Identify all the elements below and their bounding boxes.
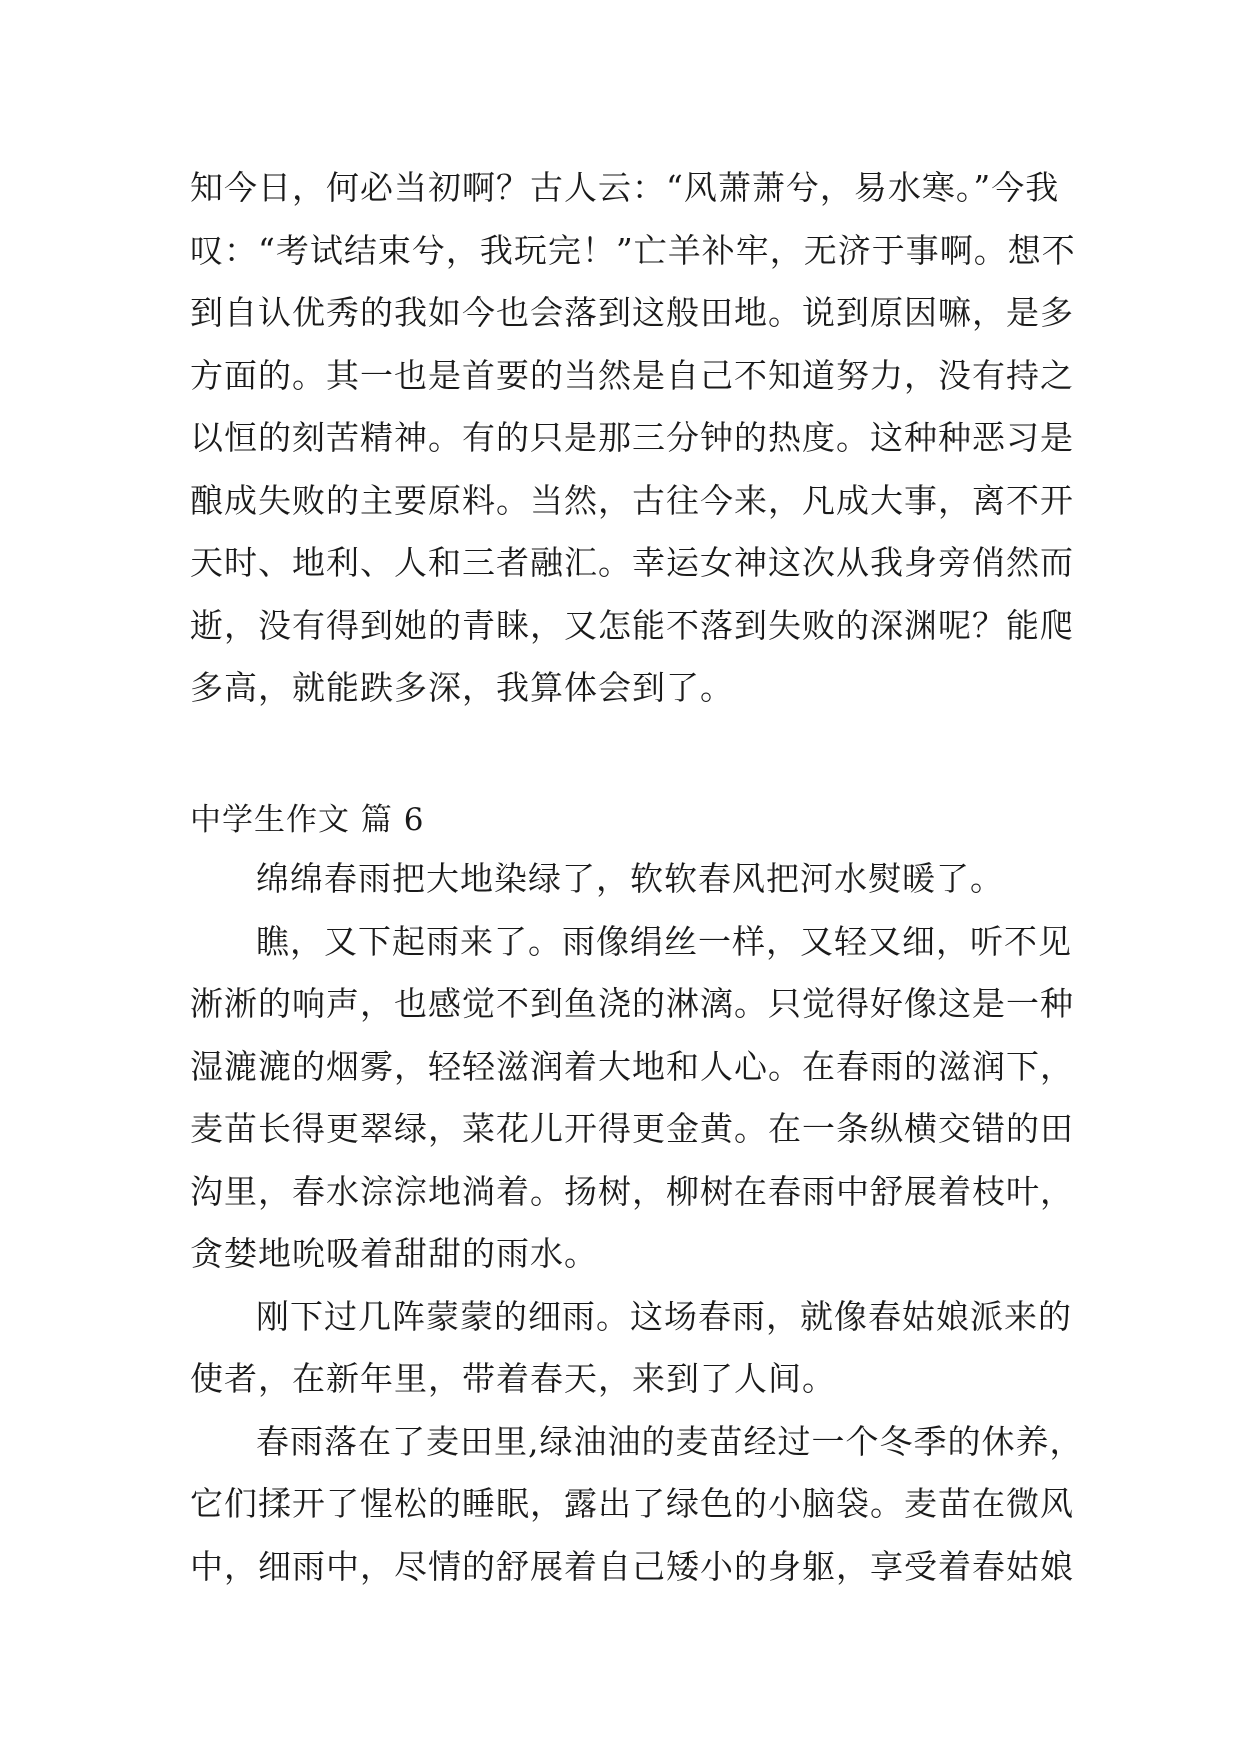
text-line: 天时、地利、人和三者融汇。幸运女神这次从我身旁俏然而 bbox=[190, 543, 1074, 582]
text-line: 沟里，春水淙淙地淌着。扬树，柳树在春雨中舒展着枝叶， bbox=[190, 1171, 1074, 1211]
text-line: 以恒的刻苦精神。有的只是那三分钟的热度。这种种恶习是 bbox=[190, 418, 1074, 457]
text-line: 中，细雨中，尽情的舒展着自己矮小的身躯，享受着春姑娘 bbox=[190, 1546, 1074, 1586]
text-line: 叹：“考试结束兮，我玩完！”亡羊补牢，无济于事啊。想不 bbox=[190, 230, 1076, 270]
text-line: 多高，就能跌多深，我算体会到了。 bbox=[190, 668, 734, 707]
essay-body bbox=[190, 848, 1084, 1598]
paragraph-first-line: 瞧，又下起雨来了。雨像绢丝一样，又轻又细，听不见 bbox=[256, 921, 1072, 961]
text-line: 逝，没有得到她的青睐，又怎能不落到失败的深渊呢？能爬 bbox=[190, 605, 1074, 645]
text-line: 麦苗长得更翠绿，菜花儿开得更金黄。在一条纵横交错的田 bbox=[190, 1109, 1074, 1148]
text-line: 贪婪地吮吸着甜甜的雨水。 bbox=[190, 1234, 598, 1273]
text-line: 知今日，何必当初啊？古人云：“风萧萧兮，易水寒。”今我 bbox=[190, 168, 1060, 207]
paragraph-first-line: 春雨落在了麦田里,绿油油的麦苗经过一个冬季的休养， bbox=[256, 1421, 1084, 1461]
paragraph-first-line: 刚下过几阵蒙蒙的细雨。这场春雨，就像春姑娘派来的 bbox=[256, 1296, 1072, 1336]
text-line: 淅淅的响声，也感觉不到鱼浇的淋漓。只觉得好像这是一种 bbox=[190, 984, 1074, 1023]
text-line: 湿漉漉的烟雾，轻轻滋润着大地和人心。在春雨的滋润下， bbox=[190, 1046, 1074, 1086]
text-line: 到自认优秀的我如今也会落到这般田地。说到原因嘛，是多 bbox=[190, 293, 1074, 332]
text-line: 方面的。其一也是首要的当然是自己不知道努力，没有持之 bbox=[190, 355, 1074, 395]
essay-continuation bbox=[190, 157, 1076, 720]
paragraph-first-line: 绵绵春雨把大地染绿了，软软春风把河水熨暖了。 bbox=[256, 859, 1004, 898]
text-line: 使者，在新年里，带着春天，来到了人间。 bbox=[190, 1359, 836, 1398]
section-heading: 中学生作文 篇 6 bbox=[190, 802, 425, 838]
text-line: 酿成失败的主要原料。当然，古往今来，凡成大事，离不开 bbox=[190, 480, 1074, 520]
text-line: 它们揉开了惺松的睡眠，露出了绿色的小脑袋。麦苗在微风 bbox=[190, 1484, 1074, 1523]
